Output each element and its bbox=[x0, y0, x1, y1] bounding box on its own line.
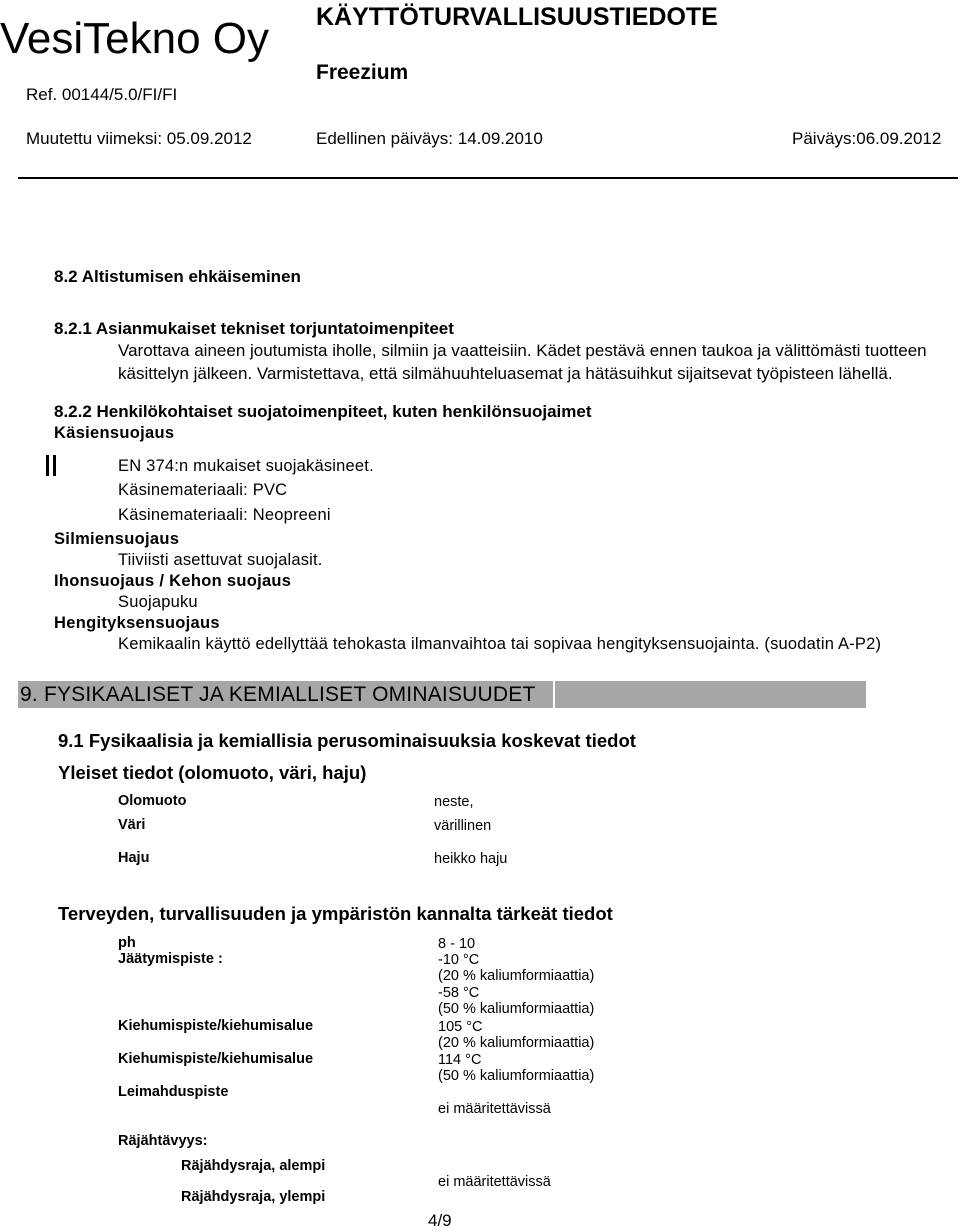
change-marker bbox=[53, 455, 56, 476]
revised-date: Muutettu viimeksi: 05.09.2012 bbox=[26, 129, 252, 148]
skin-protection-heading: Ihonsuojaus / Kehon suojaus bbox=[54, 572, 292, 590]
flash-point-label: Leimahduspiste bbox=[118, 1084, 229, 1100]
document-title: KÄYTTÖTURVALLISUUSTIEDOTE bbox=[316, 3, 718, 31]
previous-date: Edellinen päiväys: 14.09.2010 bbox=[316, 129, 543, 148]
section-8-2-2-title: 8.2.2 Henkilökohtaiset suojatoimenpiteet, kuten henkilönsuojaimet bbox=[54, 402, 592, 421]
property-label: Olomuoto bbox=[118, 793, 187, 809]
explosion-limit-value: ei määritettävissä bbox=[438, 1174, 551, 1190]
freezing-point-value: -10 °C bbox=[438, 952, 480, 968]
flash-point-value: ei määritettävissä bbox=[438, 1101, 551, 1117]
hand-protection-item: Käsinemateriaali: Neopreeni bbox=[118, 506, 331, 524]
explosion-limit-upper-label: Räjähdysraja, ylempi bbox=[181, 1189, 326, 1205]
explosiveness-label: Räjähtävyys: bbox=[118, 1133, 208, 1149]
respiratory-protection-heading: Hengityksensuojaus bbox=[54, 614, 220, 632]
product-name: Freezium bbox=[316, 61, 409, 84]
property-value: värillinen bbox=[434, 818, 492, 834]
freezing-point-note: (20 % kaliumformiaattia) bbox=[438, 968, 595, 984]
section-8-2-title: 8.2 Altistumisen ehkäiseminen bbox=[54, 267, 301, 286]
issue-date: Päiväys:06.09.2012 bbox=[792, 129, 942, 148]
eye-protection-item: Tiiviisti asettuvat suojalasit. bbox=[118, 551, 323, 569]
section-9-title: 9. FYSIKAALISET JA KEMIALLISET OMINAISUUDET bbox=[20, 683, 536, 706]
freezing-point-value: -58 °C bbox=[438, 985, 480, 1001]
property-value: neste, bbox=[434, 794, 474, 810]
hand-protection-item: EN 374:n mukaiset suojakäsineet. bbox=[118, 457, 374, 475]
freezing-point-label: Jäätymispiste : bbox=[118, 951, 223, 967]
section-9-1-title: 9.1 Fysikaalisia ja kemiallisia perusominaisuuksia koskevat tiedot bbox=[58, 730, 636, 751]
property-value: heikko haju bbox=[434, 851, 508, 867]
general-info-title: Yleiset tiedot (olomuoto, väri, haju) bbox=[58, 762, 367, 783]
respiratory-protection-item: Kemikaalin käyttö edellyttää tehokasta ilmanvaihtoa tai sopivaa hengityksensuojainta. (suodatin A-P2) bbox=[118, 635, 882, 653]
change-marker bbox=[46, 455, 49, 476]
company-name: VesiTekno Oy bbox=[0, 14, 270, 63]
ph-value: 8 - 10 bbox=[438, 936, 476, 952]
boiling-point-value: 105 °C bbox=[438, 1019, 483, 1035]
eye-protection-heading: Silmiensuojaus bbox=[54, 530, 180, 548]
boiling-point-label: Kiehumispiste/kiehumisalue bbox=[118, 1018, 314, 1034]
freezing-point-note: (50 % kaliumformiaattia) bbox=[438, 1001, 595, 1017]
boiling-point-note: (20 % kaliumformiaattia) bbox=[438, 1035, 595, 1051]
explosion-limit-lower-label: Räjähdysraja, alempi bbox=[181, 1158, 326, 1174]
section-8-2-1-title: 8.2.1 Asianmukaiset tekniset torjuntatoimenpiteet bbox=[54, 319, 454, 338]
property-label: Väri bbox=[118, 817, 146, 833]
reference-number: Ref. 00144/5.0/FI/FI bbox=[26, 85, 178, 104]
property-label: Haju bbox=[118, 850, 150, 866]
header-divider bbox=[18, 177, 958, 179]
hand-protection-item: Käsinemateriaali: PVC bbox=[118, 481, 288, 499]
boiling-point-note: (50 % kaliumformiaattia) bbox=[438, 1068, 595, 1084]
boiling-point-value: 114 °C bbox=[438, 1052, 482, 1068]
section-9-band-gap bbox=[553, 681, 555, 708]
safety-info-title: Terveyden, turvallisuuden ja ympäristön kannalta tärkeät tiedot bbox=[58, 903, 613, 924]
boiling-point-label: Kiehumispiste/kiehumisalue bbox=[118, 1051, 314, 1067]
page-number: 4/9 bbox=[428, 1211, 452, 1230]
skin-protection-item: Suojapuku bbox=[118, 593, 198, 611]
section-8-2-1-text: Varottava aineen joutumista iholle, silmiin ja vaatteisiin. Kädet pestävä ennen taukoa ja välittömästi tuotteen käsittelyn jälkeen. Varmistettava, että silmähuuhteluasemat ja hätäsuihkut sijaitsevat työpisteen lähellä. bbox=[118, 341, 927, 383]
hand-protection-heading: Käsiensuojaus bbox=[54, 424, 175, 442]
ph-label: ph bbox=[118, 935, 136, 951]
